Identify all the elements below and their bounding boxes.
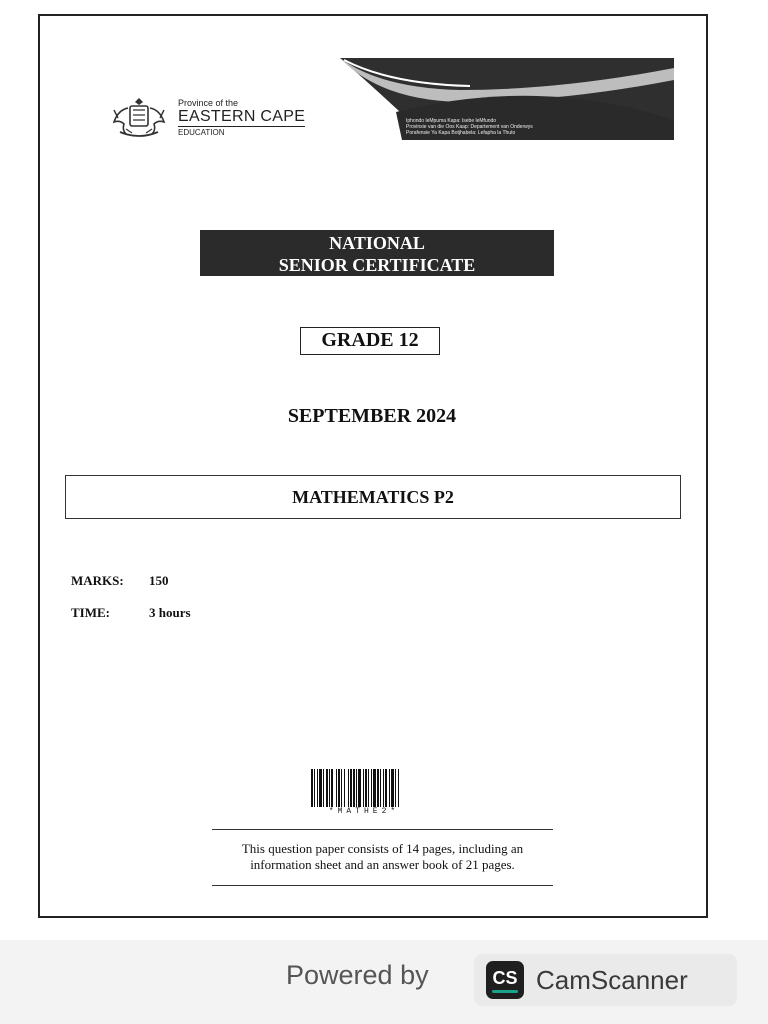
barcode-bar — [326, 769, 328, 807]
barcode-bar — [323, 769, 324, 807]
eastern-cape-logo — [106, 96, 305, 140]
nsc-heading — [200, 230, 554, 276]
camscanner-brand: CamScanner — [536, 964, 688, 995]
barcode-bar — [391, 769, 394, 807]
nsc-line-senior-certificate: SENIOR CERTIFICATE — [278, 255, 476, 275]
barcode-bar — [398, 769, 399, 807]
camscanner-badge — [474, 954, 737, 1006]
page-count-line-2: information sheet and an answer book of 21 pages. — [250, 857, 515, 872]
department-banner — [340, 54, 674, 144]
barcode — [311, 769, 417, 807]
page-count-line-1: This question paper consists of 14 pages, including an — [241, 841, 524, 856]
barcode-bar — [395, 769, 396, 807]
subject-title: MATHEMATICS P2 — [65, 475, 681, 519]
barcode-bar — [311, 769, 313, 807]
barcode-bar — [336, 769, 337, 807]
time-label: TIME: — [71, 605, 110, 620]
logo-line-province: Province of the — [178, 98, 239, 108]
barcode-bar — [363, 769, 364, 807]
marks-value: 150 — [149, 573, 169, 588]
grade-label: GRADE 12 — [300, 327, 440, 355]
barcode-bar — [344, 769, 345, 807]
barcode-bar — [373, 769, 376, 807]
barcode-bar — [380, 769, 381, 807]
camscanner-logo-icon: CS — [486, 961, 524, 999]
time-row — [71, 605, 191, 621]
barcode-text: *MATHE2* — [328, 807, 400, 816]
powered-by-text: Powered by — [286, 960, 429, 990]
barcode-bar — [338, 769, 340, 807]
barcode-bar — [329, 769, 330, 807]
nsc-line-national: NATIONAL — [329, 233, 425, 253]
barcode-bar — [314, 769, 315, 807]
logo-line-eastern-cape: EASTERN CAPE — [178, 108, 306, 125]
barcode-bar — [331, 769, 333, 807]
barcode-bar — [389, 769, 390, 807]
barcode-bar — [385, 769, 387, 807]
banner-line-3: Porafensie Ya Kapa Botjhabela: Lefapha la Thuto — [406, 130, 516, 136]
exam-date: SEPTEMBER 2024 — [287, 405, 457, 427]
barcode-bar — [383, 769, 384, 807]
time-value: 3 hours — [149, 605, 191, 620]
barcode-bar — [353, 769, 355, 807]
banner-line-1: Iphondo leMpuma Kapa: Isebe leMfundo — [406, 118, 497, 124]
barcode-bar — [348, 769, 349, 807]
barcode-bar — [319, 769, 322, 807]
barcode-bar — [365, 769, 367, 807]
barcode-bar — [350, 769, 352, 807]
page-count-note — [212, 829, 553, 886]
coat-of-arms-icon — [106, 96, 172, 140]
barcode-bar — [371, 769, 372, 807]
marks-row — [71, 573, 169, 589]
barcode-bar — [356, 769, 357, 807]
barcode-bar — [358, 769, 361, 807]
banner-text — [406, 118, 533, 136]
marks-label: MARKS: — [71, 573, 124, 588]
logo-line-education: EDUCATION — [178, 128, 225, 137]
banner-line-2: Provinsie van die Oos Kaap: Departement van Onderwys — [406, 124, 533, 130]
barcode-bar — [368, 769, 369, 807]
barcode-bar — [317, 769, 318, 807]
barcode-bar — [377, 769, 379, 807]
barcode-bar — [341, 769, 342, 807]
